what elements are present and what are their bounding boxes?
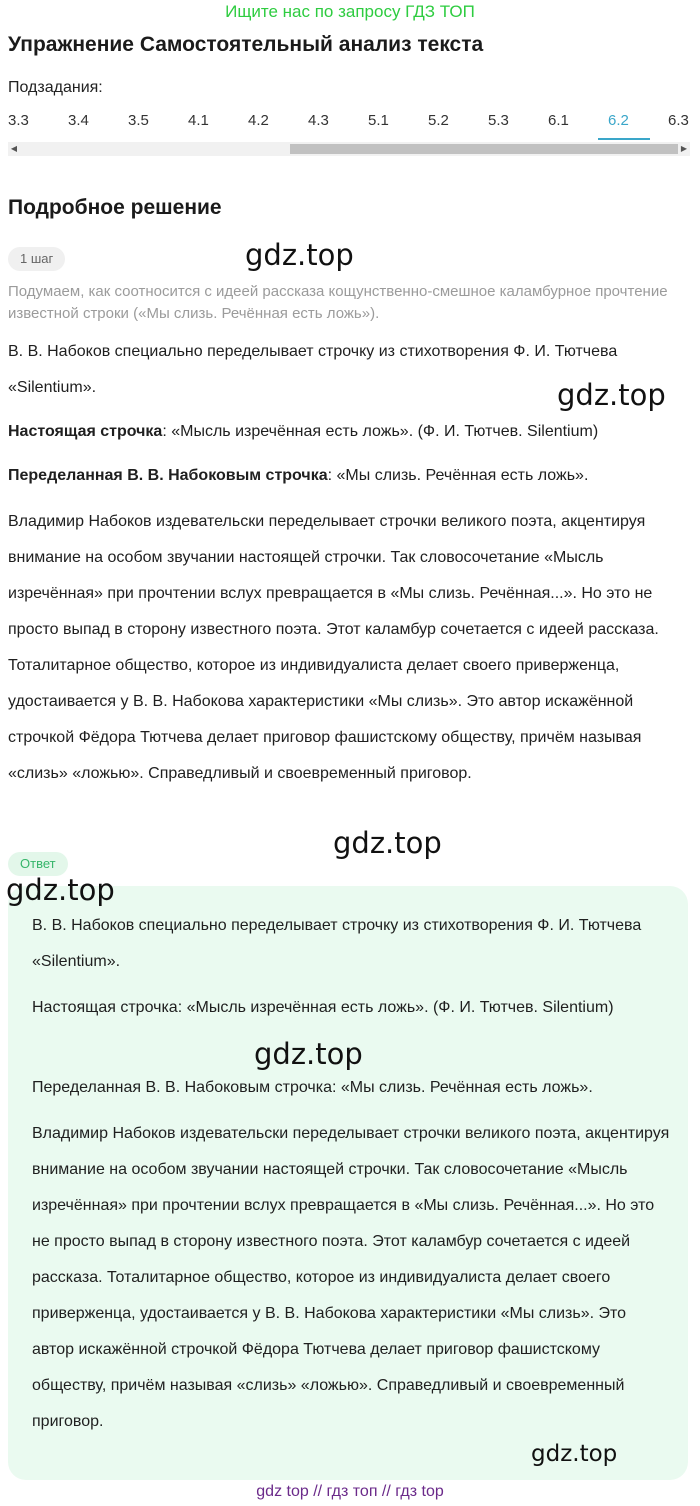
subtask-tab-6-3[interactable]: 6.3 xyxy=(668,112,689,129)
answer-box xyxy=(8,886,688,1480)
altered-line-text: : «Мы слизь. Речённая есть ложь». xyxy=(327,467,589,484)
real-line-label: Настоящая строчка xyxy=(8,423,163,440)
subtask-tab-3-4[interactable]: 3.4 xyxy=(68,112,89,129)
answer-paragraph-4: Владимир Набоков издевательски переделывает строчки великого поэта, акцентируя внимание на особом звучании настоящей строчки. Так словосочетание «Мысль изречённая» при прочтении вслух превращается в «Мы слизь. Речённая...». Но это не просто выпад в сторону известного поэта. Этот каламбур сочетается с идеей рассказа. Тоталитарное общество, которое из индивидуалиста делает своего приверженца, удостаивается у В. В. Набокова характеристики «Мы слизь». Это автор искажённой строчкой Фёдора Тютчева делает приговор фашистскому обществу, причём называя «слизь» «ложью». Справедливый и своевременный приговор. xyxy=(32,1125,670,1430)
tabs-scrollbar[interactable] xyxy=(8,142,690,156)
subtask-tab-4-2[interactable]: 4.2 xyxy=(248,112,269,129)
scroll-thumb[interactable] xyxy=(290,144,678,154)
solution-heading: Подробное решение xyxy=(8,196,222,219)
altered-line-label: Переделанная В. В. Набоковым строчка xyxy=(8,467,328,484)
solution-paragraph-1: В. В. Набоков специально переделывает строчку из стихотворения Ф. И. Тютчева «Silentium». xyxy=(8,343,618,396)
watermark: gdz.top xyxy=(333,826,442,860)
step-badge: 1 шаг xyxy=(8,247,65,271)
subtask-tab-6-2-active[interactable]: 6.2 xyxy=(608,110,648,138)
answer-badge: Ответ xyxy=(8,852,68,876)
subtask-tab-3-3[interactable]: 3.3 xyxy=(8,112,29,129)
answer-paragraph-2: Настоящая строчка: «Мысль изречённая есть ложь». (Ф. И. Тютчев. Silentium) xyxy=(32,999,614,1016)
solution-paragraph-3 xyxy=(8,458,692,494)
watermark: gdz.top xyxy=(531,1441,618,1467)
subtask-tab-4-1[interactable]: 4.1 xyxy=(188,112,209,129)
watermark: gdz.top xyxy=(557,378,666,412)
watermark: gdz.top xyxy=(245,238,354,272)
subtasks-label: Подзадания: xyxy=(8,79,103,96)
subtasks-tabs xyxy=(8,110,692,138)
watermark: gdz.top xyxy=(6,873,115,907)
subtask-tab-6-1[interactable]: 6.1 xyxy=(548,112,569,129)
real-line-text: : «Мысль изречённая есть ложь». (Ф. И. Тютчев. Silentium) xyxy=(162,423,599,440)
subtask-tab-5-1[interactable]: 5.1 xyxy=(368,112,389,129)
step-hint: Подумаем, как соотносится с идеей рассказа кощунственно-смешное каламбурное прочтение известной строки («Мы слизь. Речённая есть ложь»). xyxy=(8,283,668,322)
answer-paragraph-3: Переделанная В. В. Набоковым строчка: «Мы слизь. Речённая есть ложь». xyxy=(32,1079,593,1096)
page-title: Упражнение Самостоятельный анализ текста xyxy=(8,33,484,56)
top-banner[interactable]: Ищите нас по запросу ГДЗ ТОП xyxy=(225,2,475,21)
scroll-right-arrow-icon[interactable]: ▶ xyxy=(680,144,688,153)
scroll-left-arrow-icon[interactable]: ◀ xyxy=(10,144,18,153)
footer-links[interactable]: gdz top // гдз топ // гдз top xyxy=(256,1483,444,1500)
solution-paragraph-2 xyxy=(8,414,692,450)
watermark: gdz.top xyxy=(254,1037,363,1071)
subtask-tab-5-2[interactable]: 5.2 xyxy=(428,112,449,129)
subtask-tab-3-5[interactable]: 3.5 xyxy=(128,112,149,129)
subtask-tab-4-3[interactable]: 4.3 xyxy=(308,112,329,129)
answer-paragraph-1: В. В. Набоков специально переделывает строчку из стихотворения Ф. И. Тютчева «Silentium». xyxy=(32,917,642,970)
subtask-tab-5-3[interactable]: 5.3 xyxy=(488,112,509,129)
solution-paragraph-4: Владимир Набоков издевательски переделывает строчки великого поэта, акцентируя внимание на особом звучании настоящей строчки. Так словосочетание «Мысль изречённая» при прочтении вслух превращается в «Мы слизь. Речённая...». Но это не просто выпад в сторону известного поэта. Этот каламбур сочетается с идеей рассказа. Тоталитарное общество, которое из индивидуалиста делает своего приверженца, удостаивается у В. В. Набокова характеристики «Мы слизь». Это автор искажённой строчкой Фёдора Тютчева делает приговор фашистскому обществу, причём называя «слизь» «ложью». Справедливый и своевременный приговор. xyxy=(8,513,659,782)
